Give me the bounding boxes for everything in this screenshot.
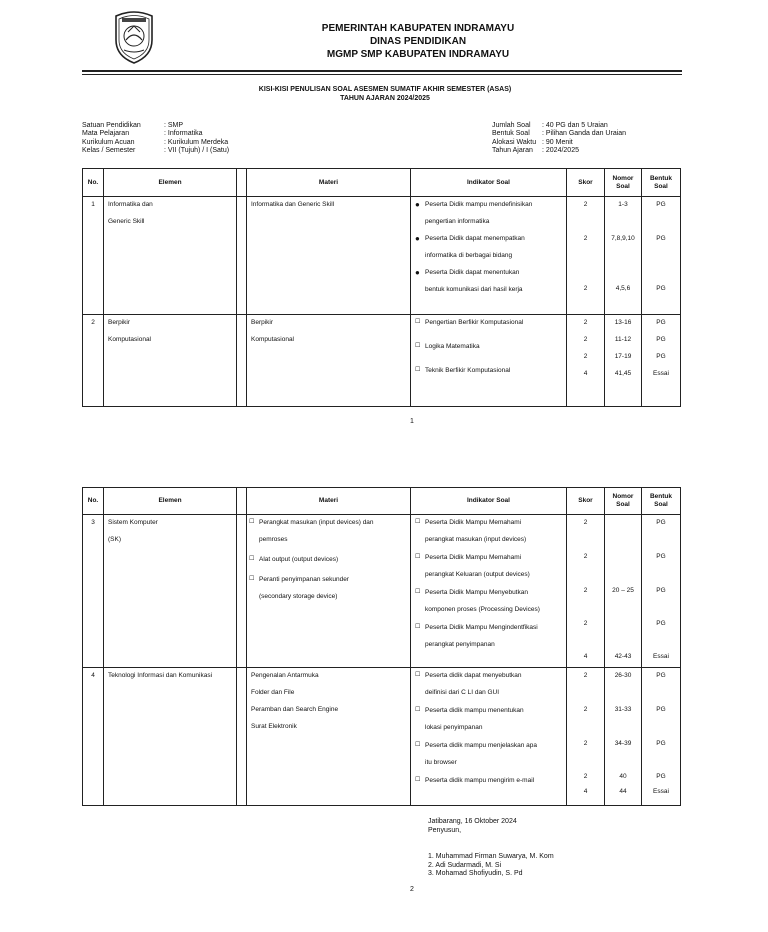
materi-line: Peramban dan Search Engine bbox=[251, 706, 339, 713]
col-header-spacer bbox=[237, 488, 247, 515]
col-header-indikator: Indikator Soal bbox=[411, 169, 567, 197]
page-number: 2 bbox=[410, 886, 414, 893]
indicator-line: deifinisi dari C LI dan GUI bbox=[425, 689, 500, 696]
row-no: 2 bbox=[91, 319, 95, 326]
bullet-dot-icon: ● bbox=[415, 268, 420, 277]
bullet-box-icon: ☐ bbox=[249, 556, 255, 562]
skor-value: 2 bbox=[583, 353, 588, 360]
materi-line: Komputasional bbox=[251, 336, 294, 343]
regency-emblem-logo bbox=[112, 10, 156, 64]
col-header-bentuk-1: Bentuk bbox=[649, 493, 673, 500]
nomor-value: 7,8,9,10 bbox=[611, 235, 635, 242]
skor-value: 2 bbox=[583, 336, 588, 343]
nomor-value: 11-12 bbox=[614, 336, 632, 343]
skor-value: 2 bbox=[583, 285, 588, 292]
indicator-line: komponen proses (Processing Devices) bbox=[425, 606, 540, 613]
meta-value: : Informatika bbox=[164, 130, 203, 138]
bentuk-value: PG bbox=[656, 319, 666, 326]
skor-value: 2 bbox=[583, 672, 588, 679]
col-header-spacer bbox=[237, 169, 247, 197]
skor-value: 2 bbox=[583, 201, 588, 208]
indicator-line: Peserta Didik Mampu Menyebutkan bbox=[425, 589, 528, 596]
bentuk-value: PG bbox=[656, 740, 666, 747]
bentuk-value: Essai bbox=[653, 370, 669, 377]
col-header-nomor-2: Soal bbox=[616, 182, 630, 190]
bullet-box-icon: ☐ bbox=[415, 707, 421, 713]
col-header-skor: Skor bbox=[567, 169, 605, 197]
bullet-box-icon: ☐ bbox=[415, 672, 421, 678]
header-line-2: DINAS PENDIDIKAN bbox=[369, 36, 467, 47]
table-header-row bbox=[83, 169, 681, 197]
bullet-box-icon: ☐ bbox=[415, 319, 421, 325]
indicator-line: Peserta Didik dapat menentukan bbox=[425, 269, 520, 276]
materi-line: Surat Elektronik bbox=[251, 723, 297, 730]
bentuk-value: PG bbox=[656, 336, 666, 343]
meta-right bbox=[492, 122, 626, 155]
col-header-nomor-1: Nomor bbox=[612, 493, 634, 500]
skor-value: 4 bbox=[583, 653, 588, 660]
meta-key: Bentuk Soal bbox=[492, 130, 530, 138]
indicator-line: lokasi penyimpanan bbox=[425, 724, 483, 731]
indicator-line: Peserta Didik Mampu Mengindentfikasi bbox=[425, 624, 538, 631]
indicator-item bbox=[415, 518, 562, 544]
skor-value: 2 bbox=[583, 519, 588, 526]
indicator-line: bentuk komunikasi dari hasil kerja bbox=[425, 286, 523, 293]
materi-line: Pengenalan Antarmuka bbox=[251, 672, 319, 679]
row-no: 3 bbox=[91, 519, 95, 526]
row-no: 1 bbox=[91, 201, 95, 208]
bullet-box-icon: ☐ bbox=[415, 554, 421, 560]
doc-title: KISI-KISI PENULISAN SOAL ASESMEN SUMATIF AKHIR SEMESTER (ASAS) bbox=[258, 86, 512, 93]
indicator-item bbox=[415, 268, 562, 294]
indicator-line: Peserta didik dapat menyebutkan bbox=[425, 672, 522, 679]
materi-line: Alat output (output devices) bbox=[259, 556, 339, 563]
skor-value: 2 bbox=[583, 235, 588, 242]
meta-key: Kurikulum Acuan bbox=[82, 138, 135, 146]
bentuk-value: PG bbox=[656, 553, 666, 560]
bullet-box-icon: ☐ bbox=[415, 367, 421, 373]
indicator-item bbox=[415, 741, 562, 767]
col-header-elemen: Elemen bbox=[104, 169, 237, 197]
col-header-bentuk-2: Soal bbox=[654, 182, 668, 190]
materi-text: Informatika dan Generic Skill bbox=[251, 201, 335, 208]
author-line: 2. Adi Sudarmadi, M. Si bbox=[428, 861, 502, 869]
elemen-line: Informatika dan bbox=[108, 201, 153, 208]
bullet-box-icon: ☐ bbox=[415, 742, 421, 748]
col-header-bentuk bbox=[642, 488, 681, 515]
indicator-line: Peserta Didik Mampu Memahami bbox=[425, 554, 522, 561]
meta-value: : VII (Tujuh) / I (Satu) bbox=[164, 146, 230, 154]
col-header-no: No. bbox=[83, 169, 104, 197]
indicator-item bbox=[415, 318, 562, 327]
col-header-materi: Materi bbox=[247, 169, 411, 197]
materi-line: Perangkat masukan (input devices) dan bbox=[259, 519, 374, 526]
grid-table-page-2 bbox=[82, 487, 681, 806]
skor-value: 2 bbox=[583, 620, 588, 627]
col-header-nomor bbox=[605, 169, 642, 197]
bullet-box-icon: ☐ bbox=[249, 576, 255, 582]
header-rule-thick bbox=[82, 70, 682, 72]
indicator-line: Peserta didik mampu mengirim e-mail bbox=[425, 777, 535, 784]
row-no: 4 bbox=[91, 672, 95, 679]
bentuk-value: PG bbox=[656, 235, 666, 242]
bentuk-value: Essai bbox=[653, 653, 669, 660]
bullet-dot-icon: ● bbox=[415, 200, 420, 209]
skor-value: 4 bbox=[583, 370, 588, 377]
bullet-box-icon: ☐ bbox=[249, 519, 255, 525]
indicator-item bbox=[415, 342, 562, 351]
author-line: 1. Muhammad Firman Suwarya, M. Kom bbox=[428, 853, 554, 860]
indicator-line: informatika di berbagai bidang bbox=[425, 252, 513, 259]
indicator-item bbox=[415, 776, 562, 785]
nomor-value bbox=[609, 619, 637, 652]
nomor-value: 41,45 bbox=[614, 370, 632, 377]
bullet-box-icon: ☐ bbox=[415, 589, 421, 595]
bentuk-value: PG bbox=[656, 672, 666, 679]
indicator-item bbox=[415, 234, 562, 260]
bentuk-value: PG bbox=[656, 587, 666, 594]
indicator-item bbox=[415, 553, 562, 579]
skor-value: 2 bbox=[583, 319, 588, 326]
indicator-line: Peserta Didik dapat menempatkan bbox=[425, 235, 525, 242]
meta-value: : SMP bbox=[164, 122, 184, 129]
materi-item bbox=[249, 555, 406, 564]
elemen-line: Berpikir bbox=[108, 319, 131, 326]
materi-line: (secondary storage device) bbox=[259, 593, 338, 600]
bullet-dot-icon: ● bbox=[415, 234, 420, 243]
meta-value: : Pilihan Ganda dan Uraian bbox=[542, 130, 627, 138]
nomor-value: 31-33 bbox=[614, 706, 632, 713]
indicator-line: itu browser bbox=[425, 759, 457, 766]
materi-item bbox=[249, 575, 406, 601]
materi-line: Berpikir bbox=[251, 319, 274, 326]
nomor-value: 17-19 bbox=[614, 353, 632, 360]
meta-key: Mata Pelajaran bbox=[82, 130, 130, 138]
materi-line: Folder dan File bbox=[251, 689, 295, 696]
indicator-item bbox=[415, 366, 562, 375]
indicator-item bbox=[415, 588, 562, 614]
author-line: 3. Mohamad Shofiyudin, S. Pd bbox=[428, 870, 523, 877]
bentuk-value: PG bbox=[656, 285, 666, 292]
indicator-item bbox=[415, 200, 562, 226]
indicator-line: Peserta Didik Mampu Memahami bbox=[425, 519, 522, 526]
nomor-value: 20 – 25 bbox=[612, 587, 634, 594]
elemen-text: Teknologi Informasi dan Komunikasi bbox=[108, 672, 213, 679]
indicator-line: Peserta didik mampu menjelaskan apa bbox=[425, 742, 538, 749]
bentuk-value: Essai bbox=[653, 788, 669, 795]
nomor-value: 44 bbox=[619, 788, 627, 795]
nomor-value: 4,5,6 bbox=[615, 285, 631, 292]
signature-role: Penyusun, bbox=[428, 826, 462, 834]
skor-value: 2 bbox=[583, 553, 588, 560]
bullet-box-icon: ☐ bbox=[415, 777, 421, 783]
col-header-elemen: Elemen bbox=[104, 488, 237, 515]
header-line-1: PEMERINTAH KABUPATEN INDRAMAYU bbox=[321, 23, 515, 34]
nomor-value: 13-16 bbox=[614, 319, 632, 326]
col-header-nomor-1: Nomor bbox=[612, 174, 634, 182]
page-number: 1 bbox=[410, 418, 414, 425]
bentuk-value: PG bbox=[656, 353, 666, 360]
meta-value: : Kurikulum Merdeka bbox=[164, 138, 229, 146]
indicator-line: pengertian informatika bbox=[425, 218, 490, 225]
meta-left bbox=[82, 122, 229, 155]
skor-value: 2 bbox=[583, 773, 588, 780]
bentuk-value: PG bbox=[656, 620, 666, 627]
table-header-row bbox=[83, 488, 681, 515]
signature-block bbox=[428, 818, 554, 879]
indicator-line: Teknik Berfikir Komputasional bbox=[425, 367, 511, 374]
nomor-value: 26-30 bbox=[614, 672, 632, 679]
bullet-box-icon: ☐ bbox=[415, 343, 421, 349]
skor-value: 2 bbox=[583, 587, 588, 594]
materi-item bbox=[249, 518, 406, 544]
table-row bbox=[83, 315, 681, 407]
table-row bbox=[83, 515, 681, 668]
col-header-skor: Skor bbox=[567, 488, 605, 515]
indicator-line: perangkat Keluaran (output devices) bbox=[425, 571, 530, 578]
indicator-line: Pengertian Berfikir Komputasional bbox=[425, 319, 524, 326]
nomor-value: 42-43 bbox=[614, 653, 632, 660]
meta-value: : 90 Menit bbox=[542, 138, 573, 146]
indicator-line: Peserta Didik mampu mendefinisikan bbox=[425, 201, 533, 208]
indicator-line: perangkat penyimpanan bbox=[425, 641, 495, 648]
doc-subtitle: TAHUN AJARAN 2024/2025 bbox=[340, 95, 430, 102]
materi-line: Peranti penyimpanan sekunder bbox=[259, 576, 349, 583]
indicator-line: perangkat masukan (input devices) bbox=[425, 536, 527, 543]
materi-line: pemroses bbox=[259, 536, 288, 543]
col-header-no: No. bbox=[83, 488, 104, 515]
elemen-line: (SK) bbox=[108, 536, 121, 543]
meta-key: Jumlah Soal bbox=[492, 122, 531, 129]
table-row bbox=[83, 197, 681, 315]
elemen-line: Sistem Komputer bbox=[108, 519, 158, 526]
meta-value: : 40 PG dan 5 Uraian bbox=[542, 122, 608, 129]
meta-key: Alokasi Waktu bbox=[492, 138, 537, 146]
col-header-nomor-2: Soal bbox=[616, 501, 630, 508]
nomor-value bbox=[609, 552, 637, 586]
nomor-value: 34-39 bbox=[614, 740, 632, 747]
place-date: Jatibarang, 16 Oktober 2024 bbox=[428, 818, 517, 825]
indicator-item bbox=[415, 671, 562, 697]
col-header-bentuk-2: Soal bbox=[654, 501, 668, 508]
meta-key: Tahun Ajaran bbox=[492, 146, 533, 154]
nomor-value: 1-3 bbox=[618, 201, 628, 208]
bentuk-value: PG bbox=[656, 519, 666, 526]
col-header-materi: Materi bbox=[247, 488, 411, 515]
meta-value: : 2024/2025 bbox=[542, 146, 579, 154]
col-header-indikator: Indikator Soal bbox=[411, 488, 567, 515]
skor-value: 2 bbox=[583, 706, 588, 713]
grid-table-page-1 bbox=[82, 168, 681, 407]
meta-key: Kelas / Semester bbox=[82, 146, 136, 154]
nomor-value: 40 bbox=[619, 773, 627, 780]
elemen-line: Generic Skill bbox=[108, 218, 145, 225]
bentuk-value: PG bbox=[656, 773, 666, 780]
indicator-item bbox=[415, 706, 562, 732]
indicator-line: Logika Matematika bbox=[425, 343, 480, 350]
elemen-line: Komputasional bbox=[108, 336, 151, 343]
bentuk-value: PG bbox=[656, 706, 666, 713]
indicator-line: Peserta didik mampu menentukan bbox=[425, 707, 524, 714]
header-line-3: MGMP SMP KABUPATEN INDRAMAYU bbox=[326, 49, 510, 60]
col-header-nomor bbox=[605, 488, 642, 515]
col-header-bentuk-1: Bentuk bbox=[649, 174, 673, 182]
header-rule-thin bbox=[82, 74, 682, 75]
nomor-value bbox=[609, 518, 637, 552]
meta-key: Satuan Pendidikan bbox=[82, 122, 141, 129]
table-row bbox=[83, 668, 681, 806]
col-header-bentuk bbox=[642, 169, 681, 197]
bullet-box-icon: ☐ bbox=[415, 624, 421, 630]
bullet-box-icon: ☐ bbox=[415, 519, 421, 525]
indicator-item bbox=[415, 623, 562, 649]
skor-value: 4 bbox=[583, 788, 588, 795]
skor-value: 2 bbox=[583, 740, 588, 747]
bentuk-value: PG bbox=[656, 201, 666, 208]
